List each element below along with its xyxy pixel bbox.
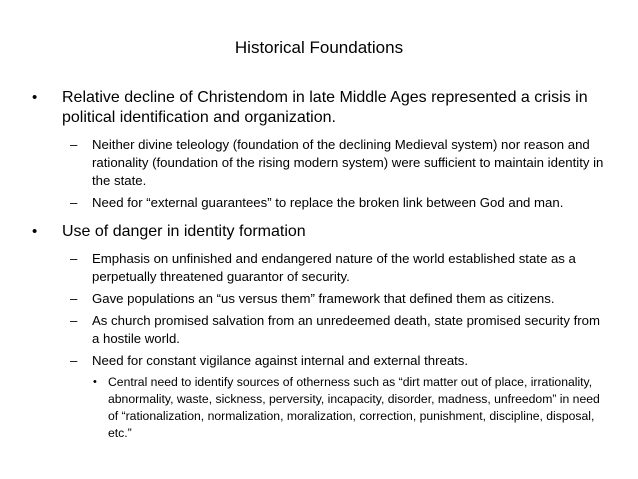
bullet-text: Use of danger in identity formation xyxy=(62,223,306,240)
sub-bullet-text: As church promised salvation from an unredeemed death, state promised security from a hostile world. xyxy=(92,313,600,346)
sub-bullet xyxy=(30,290,610,308)
bullet-2 xyxy=(30,222,610,242)
dash-marker: – xyxy=(70,137,78,152)
sub-bullet xyxy=(30,312,610,348)
sub-sub-bullet xyxy=(30,374,610,442)
dash-marker: – xyxy=(70,195,78,210)
dash-marker: – xyxy=(70,353,78,368)
bullet-1 xyxy=(30,88,610,128)
sub-bullet xyxy=(30,194,610,212)
bullet-marker-small: • xyxy=(93,376,97,388)
sub-bullet xyxy=(30,136,610,190)
sub-sub-bullet-text: Central need to identify sources of otherness such as “dirt matter out of place, irrationality, abnormality, waste, sickness, perversity, incapacity, disorder, madness, unfreedom” in need of “rationalization, normalization, moralization, correction, punishment, discipline, disposal, etc.” xyxy=(108,375,600,440)
sub-bullet-text: Gave populations an “us versus them” framework that defined them as citizens. xyxy=(92,291,555,306)
dash-marker: – xyxy=(70,291,78,306)
dash-marker: – xyxy=(70,251,78,266)
sub-bullet-text: Neither divine teleology (foundation of the declining Medieval system) nor reason and rationality (foundation of the rising modern system) were sufficient to maintain identity in the state. xyxy=(92,137,604,188)
sub-bullet xyxy=(30,352,610,442)
bullet-text: Relative decline of Christendom in late Middle Ages represented a crisis in political identification and organization. xyxy=(62,89,588,126)
bullet-marker: • xyxy=(32,223,38,240)
slide-content xyxy=(30,88,610,446)
slide-title: Historical Foundations xyxy=(234,38,404,57)
bullet-marker: • xyxy=(32,89,38,106)
sub-bullet-text: Emphasis on unfinished and endangered nature of the world established state as a perpetually threatened guarantor of security. xyxy=(92,251,576,284)
sub-bullet-text: Need for “external guarantees” to replace the broken link between God and man. xyxy=(92,195,564,210)
dash-marker: – xyxy=(70,313,78,328)
sub-bullet-text: Need for constant vigilance against internal and external threats. xyxy=(92,353,469,368)
sub-bullet xyxy=(30,250,610,286)
